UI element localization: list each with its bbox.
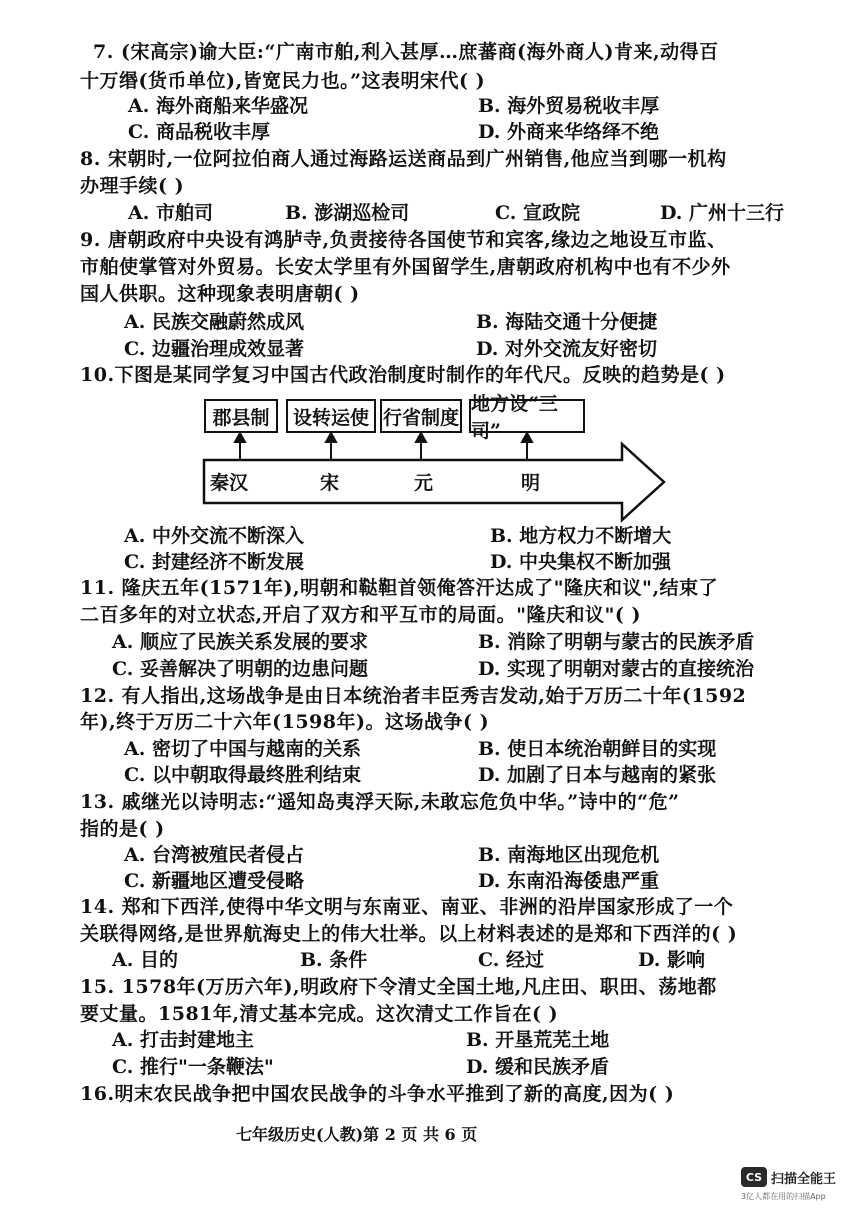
q13-option-b: B. 南海地区出现危机: [478, 844, 660, 866]
q12-option-b: B. 使日本统治朝鲜目的实现: [478, 738, 717, 760]
q7-option-a: A. 海外商船来华盛况: [128, 95, 308, 117]
q15-option-d: D. 缓和民族矛盾: [466, 1056, 610, 1078]
q14-option-a: A. 目的: [112, 949, 178, 971]
q12-line1: 12. 有人指出,这场战争是由日本统治者丰臣秀吉发动,始于万历二十年(1592: [80, 685, 747, 707]
q15-line1: 15. 1578年(万历六年),明政府下令清丈全国土地,凡庄田、职田、荡地都: [80, 976, 717, 998]
q8-line1: 8. 宋朝时,一位阿拉伯商人通过海路运送商品到广州销售,他应当到哪一机构: [80, 148, 727, 170]
q10-option-a: A. 中外交流不断深入: [124, 525, 304, 547]
q11-option-c: C. 妥善解决了明朝的边患问题: [112, 658, 369, 680]
timeline-pointer-2-head: [326, 433, 336, 442]
q8-option-b: B. 澎湖巡检司: [285, 202, 410, 224]
timeline-era-ming: 明: [521, 472, 541, 494]
q7-option-c: C. 商品税收丰厚: [128, 121, 271, 143]
scanner-app-name: 扫描全能王: [771, 1172, 837, 1187]
q10-line1: 10.下图是某同学复习中国古代政治制度时制作的年代尺。反映的趋势是( ): [80, 364, 726, 386]
q9-line2: 市舶使掌管对外贸易。长安太学里有外国留学生,唐朝政府机构中也有不少外: [80, 256, 731, 278]
q10-option-d: D. 中央集权不断加强: [490, 551, 672, 573]
q9-option-b: B. 海陆交通十分便捷: [476, 311, 658, 333]
q8-option-d: D. 广州十三行: [660, 202, 785, 224]
timeline-box-transport: 设转运使: [286, 399, 376, 433]
q9-option-d: D. 对外交流友好密切: [476, 338, 658, 360]
q12-option-a: A. 密切了中国与越南的关系: [124, 738, 361, 760]
timeline-box-three-offices: 地方设“三司”: [469, 399, 585, 433]
q9-line3: 国人供职。这种现象表明唐朝( ): [80, 283, 360, 305]
q14-option-d: D. 影响: [638, 949, 706, 971]
timeline-pointer-1-head: [235, 433, 245, 442]
q11-option-b: B. 消除了明朝与蒙古的民族矛盾: [478, 631, 755, 653]
q13-option-d: D. 东南沿海倭患严重: [478, 870, 660, 892]
q7-option-b: B. 海外贸易税收丰厚: [478, 95, 660, 117]
timeline-era-qinhan: 秦汉: [210, 472, 249, 494]
timeline-era-song: 宋: [320, 472, 340, 494]
q9-line1: 9. 唐朝政府中央设有鸿胪寺,负责接待各国使节和宾客,缘边之地设互市监、: [80, 229, 727, 251]
q13-line1: 13. 戚继光以诗明志:“遥知岛夷浮天际,未敢忘危负中华。”诗中的“危”: [80, 791, 680, 813]
q12-line2: 年),终于万历二十六年(1598年)。这场战争( ): [80, 711, 490, 733]
timeline-box-commandery: 郡县制: [204, 399, 278, 433]
timeline-arrow: [204, 444, 664, 520]
q11-option-a: A. 顺应了民族关系发展的要求: [112, 631, 368, 653]
timeline-pointer-3-head: [416, 433, 426, 442]
q12-option-d: D. 加剧了日本与越南的紧张: [478, 764, 717, 786]
q16-line1: 16.明末农民战争把中国农民战争的斗争水平推到了新的高度,因为( ): [80, 1083, 675, 1105]
q13-line2: 指的是( ): [80, 818, 165, 840]
q8-option-c: C. 宣政院: [495, 202, 581, 224]
q14-line1: 14. 郑和下西洋,使得中华文明与东南亚、南亚、非洲的沿岸国家形成了一个: [80, 896, 734, 918]
q7-option-d: D. 外商来华络绎不绝: [478, 121, 660, 143]
q11-option-d: D. 实现了明朝对蒙古的直接统治: [478, 658, 755, 680]
q14-option-b: B. 条件: [300, 949, 368, 971]
q9-option-c: C. 边疆治理成效显著: [124, 338, 305, 360]
q9-option-a: A. 民族交融蔚然成风: [124, 311, 304, 333]
q15-option-b: B. 开垦荒芜土地: [466, 1029, 610, 1051]
q12-option-c: C. 以中朝取得最终胜利结束: [124, 764, 362, 786]
q11-line1: 11. 隆庆五年(1571年),明朝和鞑靼首领俺答汗达成了"隆庆和议",结束了: [80, 577, 719, 599]
scanner-app-tagline: 3亿人都在用的扫描App: [741, 1192, 826, 1201]
q15-option-a: A. 打击封建地主: [112, 1029, 254, 1051]
q10-option-b: B. 地方权力不断增大: [490, 525, 672, 547]
timeline-box-province: 行省制度: [380, 399, 462, 433]
timeline-pointer-4-head: [522, 433, 532, 442]
q13-option-c: C. 新疆地区遭受侵略: [124, 870, 305, 892]
q7-line2: 十万缗(货币单位),皆宽民力也。”这表明宋代( ): [80, 70, 486, 92]
q15-line2: 要丈量。1581年,清丈基本完成。这次清丈工作旨在( ): [80, 1003, 559, 1025]
q14-line2: 关联得网络,是世界航海史上的伟大壮举。以上材料表述的是郑和下西洋的( ): [80, 923, 738, 945]
scanner-logo-icon: CS: [741, 1167, 767, 1187]
q13-option-a: A. 台湾被殖民者侵占: [124, 844, 304, 866]
q10-option-c: C. 封建经济不断发展: [124, 551, 305, 573]
q7-line1: 7. (宋高宗)谕大臣:“广南市舶,利入甚厚…庶蕃商(海外商人)肯来,动得百: [93, 41, 719, 63]
q8-option-a: A. 市舶司: [128, 202, 213, 224]
page-footer: 七年级历史(人教)第 2 页 共 6 页: [236, 1125, 478, 1144]
q14-option-c: C. 经过: [478, 949, 545, 971]
timeline-era-yuan: 元: [414, 472, 434, 494]
q15-option-c: C. 推行"一条鞭法": [112, 1056, 274, 1078]
q8-line2: 办理手续( ): [80, 175, 185, 197]
q11-line2: 二百多年的对立状态,开启了双方和平互市的局面。"隆庆和议"( ): [80, 604, 642, 626]
